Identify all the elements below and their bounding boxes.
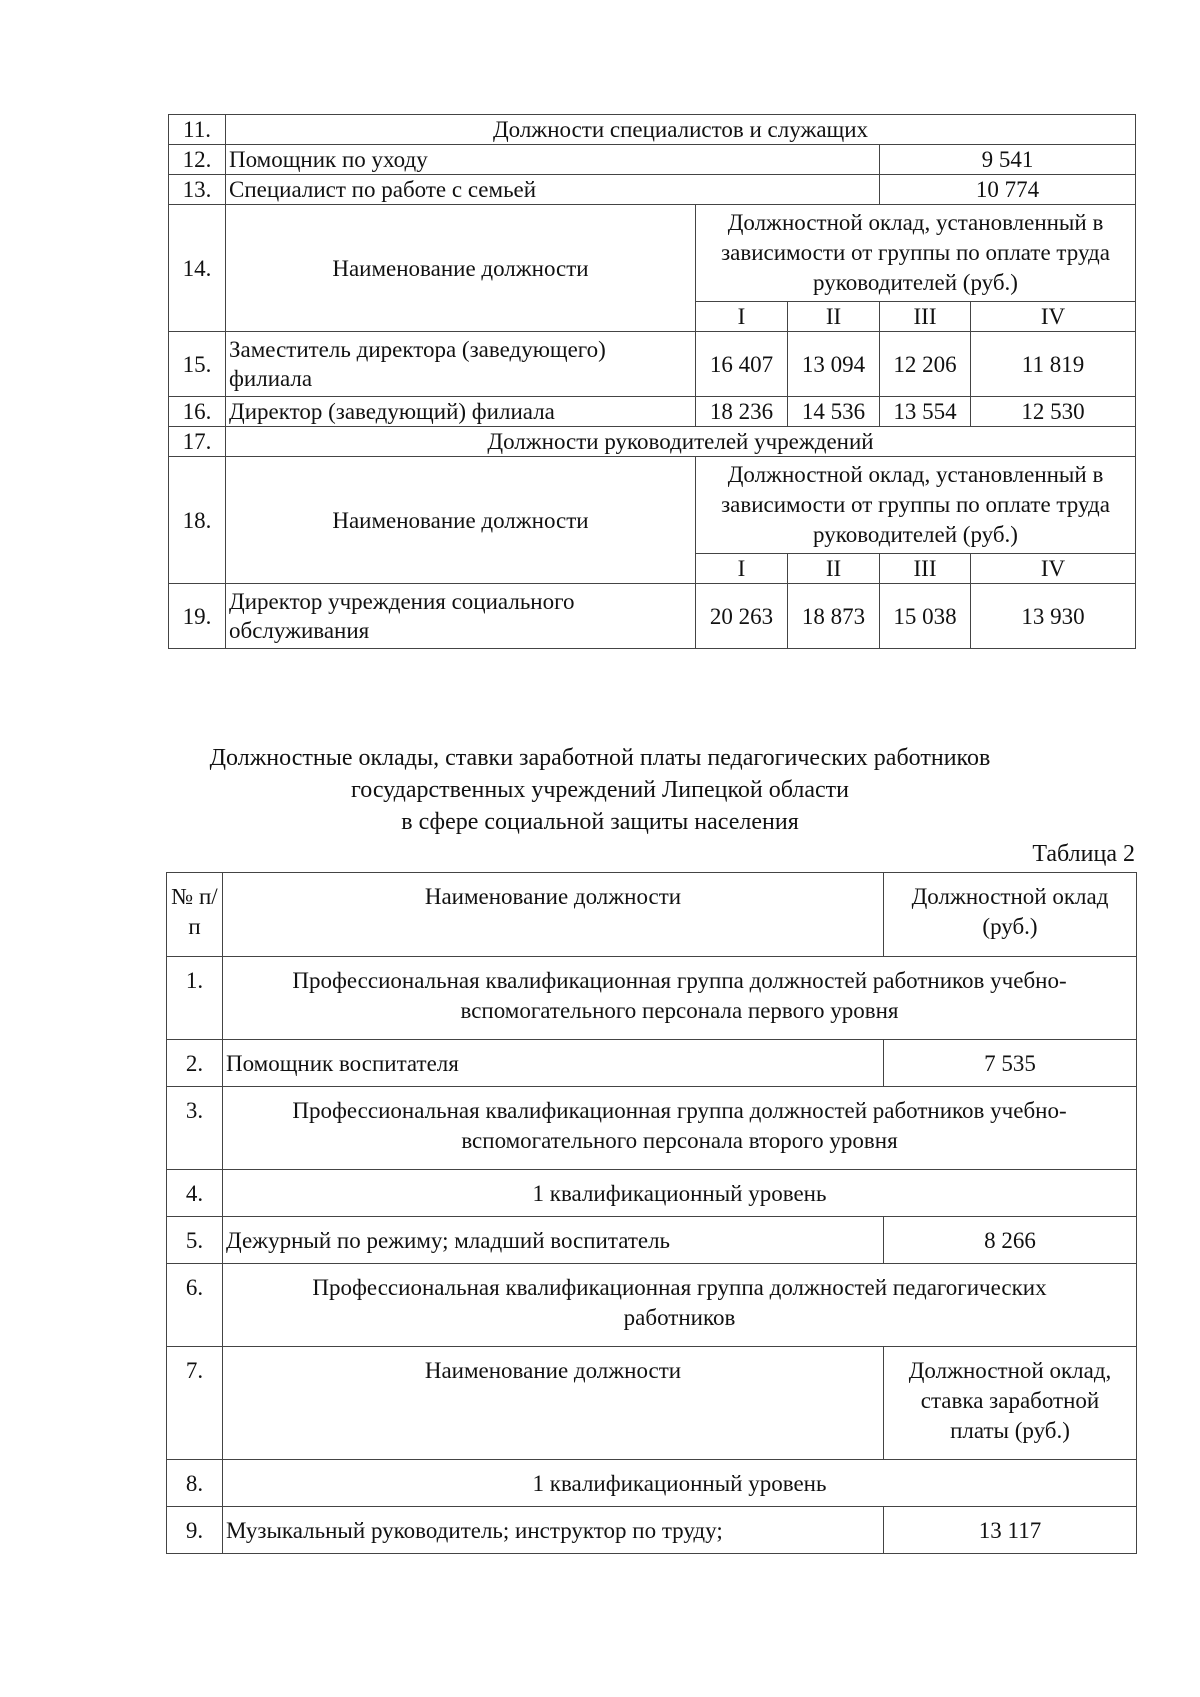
table-row <box>167 1087 1137 1170</box>
group-header: II <box>788 302 880 332</box>
section-heading: Должности руководителей учреждений <box>226 427 1136 457</box>
salary-table-continued <box>168 114 1136 649</box>
section-title-line: в сфере социальной защиты населения <box>401 809 799 835</box>
row-number: 12. <box>169 145 226 175</box>
salary-value: 16 407 <box>696 332 788 397</box>
table-row <box>169 397 1136 427</box>
row-number: 11. <box>169 115 226 145</box>
group-heading: Профессиональная квалификационная группа должностей педагогических работников <box>223 1264 1137 1347</box>
pedagogical-salary-table <box>166 872 1137 1554</box>
row-number: 14. <box>169 205 226 332</box>
table-row <box>167 1264 1137 1347</box>
table-row <box>167 1217 1137 1264</box>
table-row <box>167 1460 1137 1507</box>
salary-value: 13 117 <box>884 1507 1137 1554</box>
table-row <box>169 584 1136 649</box>
section-title-line: Должностные оклады, ставки заработной платы педагогических работников <box>209 745 991 771</box>
table-header-row <box>167 873 1137 957</box>
group-header: IV <box>971 302 1136 332</box>
column-header-number: № п/п <box>167 873 223 957</box>
row-number: 19. <box>169 584 226 649</box>
column-header-salary: Должностной оклад, установленный в зависимости от группы по оплате труда руководителей (руб.) <box>696 205 1136 302</box>
row-number: 5. <box>167 1217 223 1264</box>
row-number: 6. <box>167 1264 223 1347</box>
position-name: Дежурный по режиму; младший воспитатель <box>223 1217 884 1264</box>
salary-value: 14 536 <box>788 397 880 427</box>
table-row <box>169 205 1136 302</box>
row-number: 16. <box>169 397 226 427</box>
row-number: 2. <box>167 1040 223 1087</box>
salary-value: 10 774 <box>880 175 1136 205</box>
group-header: III <box>880 554 971 584</box>
position-name: Специалист по работе с семьей <box>226 175 880 205</box>
table-row <box>167 1040 1137 1087</box>
table-row <box>169 332 1136 397</box>
group-header: III <box>880 302 971 332</box>
table-row <box>167 1507 1137 1554</box>
row-number: 18. <box>169 457 226 584</box>
table-row <box>169 115 1136 145</box>
section-title-line: государственных учреждений Липецкой области <box>351 777 849 803</box>
column-header-salary: Должностной оклад, установленный в зависимости от группы по оплате труда руководителей (руб.) <box>696 457 1136 554</box>
row-number: 17. <box>169 427 226 457</box>
position-name: Директор учреждения социального обслуживания <box>226 584 696 649</box>
row-number: 1. <box>167 957 223 1040</box>
row-number: 9. <box>167 1507 223 1554</box>
position-name: Помощник по уходу <box>226 145 880 175</box>
table-row <box>169 175 1136 205</box>
row-number: 7. <box>167 1347 223 1460</box>
position-name: Помощник воспитателя <box>223 1040 884 1087</box>
row-number: 4. <box>167 1170 223 1217</box>
salary-value: 12 206 <box>880 332 971 397</box>
group-header: I <box>696 302 788 332</box>
table-row <box>169 457 1136 554</box>
row-number: 13. <box>169 175 226 205</box>
salary-value: 12 530 <box>971 397 1136 427</box>
column-header-position: Наименование должности <box>226 205 696 332</box>
salary-value: 11 819 <box>971 332 1136 397</box>
column-header-salary: Должностной оклад, ставка заработной платы (руб.) <box>884 1347 1137 1460</box>
salary-value: 15 038 <box>880 584 971 649</box>
column-header-position: Наименование должности <box>223 873 884 957</box>
section-heading: Должности специалистов и служащих <box>226 115 1136 145</box>
salary-value: 9 541 <box>880 145 1136 175</box>
table-row <box>169 427 1136 457</box>
column-header-position: Наименование должности <box>223 1347 884 1460</box>
group-header: II <box>788 554 880 584</box>
salary-value: 13 554 <box>880 397 971 427</box>
salary-value: 13 930 <box>971 584 1136 649</box>
qualification-level: 1 квалификационный уровень <box>223 1460 1137 1507</box>
column-header-position: Наименование должности <box>226 457 696 584</box>
salary-value: 7 535 <box>884 1040 1137 1087</box>
group-heading: Профессиональная квалификационная группа должностей работников учебно-вспомогательного персонала второго уровня <box>223 1087 1137 1170</box>
salary-value: 20 263 <box>696 584 788 649</box>
position-name: Музыкальный руководитель; инструктор по труду; <box>223 1507 884 1554</box>
salary-value: 18 873 <box>788 584 880 649</box>
table-row <box>167 1170 1137 1217</box>
table-row <box>169 145 1136 175</box>
table-row <box>167 1347 1137 1460</box>
column-header-salary: Должностной оклад (руб.) <box>884 873 1137 957</box>
salary-value: 8 266 <box>884 1217 1137 1264</box>
position-name: Директор (заведующий) филиала <box>226 397 696 427</box>
table-label: Таблица 2 <box>1032 841 1135 867</box>
row-number: 15. <box>169 332 226 397</box>
group-heading: Профессиональная квалификационная группа должностей работников учебно-вспомогательного персонала первого уровня <box>223 957 1137 1040</box>
salary-value: 18 236 <box>696 397 788 427</box>
qualification-level: 1 квалификационный уровень <box>223 1170 1137 1217</box>
row-number: 8. <box>167 1460 223 1507</box>
position-name: Заместитель директора (заведующего) филиала <box>226 332 696 397</box>
salary-value: 13 094 <box>788 332 880 397</box>
group-header: I <box>696 554 788 584</box>
group-header: IV <box>971 554 1136 584</box>
row-number: 3. <box>167 1087 223 1170</box>
table-row <box>167 957 1137 1040</box>
section-title <box>150 742 1050 838</box>
